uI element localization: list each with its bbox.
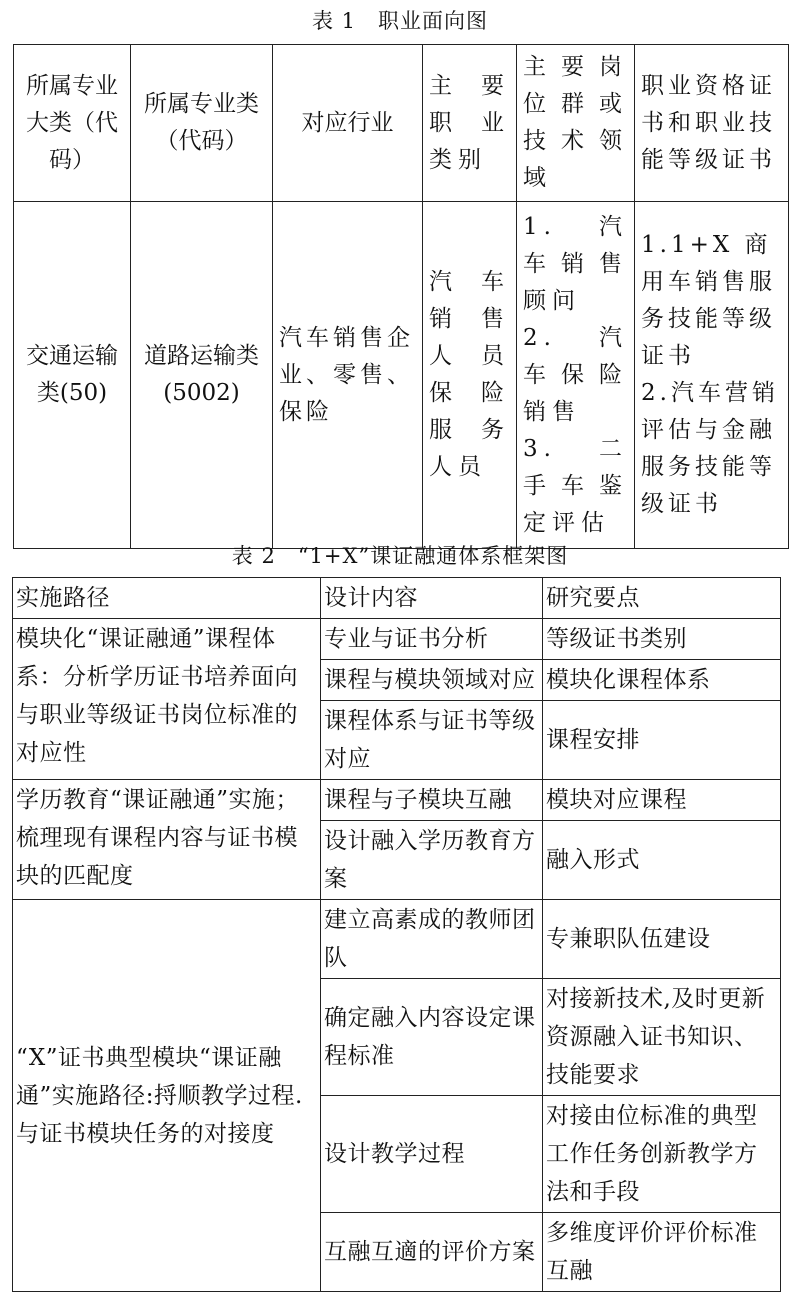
header-major-class: 所属专业类（代码） <box>131 45 273 202</box>
header-positions: 主要岗位群或技术领域 <box>517 45 635 202</box>
header-path: 实施路径 <box>13 578 321 619</box>
occupation-table <box>13 44 789 549</box>
table1-caption: 表 1 职业面向图 <box>311 9 489 33</box>
design-cell: 课程与子模块互融 <box>321 780 543 821</box>
point-cell: 对接由位标准的典型工作任务创新教学方法和手段 <box>543 1096 781 1213</box>
point-cell: 融入形式 <box>543 821 781 900</box>
design-cell: 设计融入学历教育方案 <box>321 821 543 900</box>
header-industry: 对应行业 <box>273 45 423 202</box>
table-row <box>13 780 781 821</box>
point-cell: 课程安排 <box>543 701 781 780</box>
cell-major-category: 交通运输类(50) <box>14 202 131 549</box>
point-cell: 等级证书类别 <box>543 619 781 660</box>
header-occupation: 主要职业类别 <box>423 45 517 202</box>
point-cell: 模块对应课程 <box>543 780 781 821</box>
table-row <box>13 900 781 979</box>
point-cell: 专兼职队伍建设 <box>543 900 781 979</box>
header-points: 研究要点 <box>543 578 781 619</box>
design-cell: 专业与证书分析 <box>321 619 543 660</box>
point-cell: 多维度评价评价标准互融 <box>543 1213 781 1292</box>
design-cell: 课程与模块领域对应 <box>321 660 543 701</box>
design-cell: 建立高素成的教师团队 <box>321 900 543 979</box>
design-cell: 互融互適的评价方案 <box>321 1213 543 1292</box>
header-design: 设计内容 <box>321 578 543 619</box>
path-cell: 模块化“课证融通”课程体系：分析学历证书培养面向与职业等级证书岗位标准的对应性 <box>13 619 321 780</box>
cell-industry: 汽车销售企业、零售、保险 <box>273 202 423 549</box>
header-certificates: 职业资格证书和职业技能等级证书 <box>635 45 789 202</box>
point-cell: 模块化课程体系 <box>543 660 781 701</box>
header-major-category: 所属专业大类（代码） <box>14 45 131 202</box>
cell-positions: 1. 汽车销售顾问 2. 汽车保险销售 3. 二手车鉴定评估 <box>517 202 635 549</box>
point-cell: 对接新技术,及时更新资源融入证书知识、技能要求 <box>543 979 781 1096</box>
path-cell: 学历教育“课证融通”实施；梳理现有课程内容与证书模块的匹配度 <box>13 780 321 900</box>
cell-major-class: 道路运输类(5002) <box>131 202 273 549</box>
table1-header-row <box>14 45 789 202</box>
cell-certificates: 1.1+X 商用车销售服务技能等级证书 2.汽车营销评估与金融服务技能等级证书 <box>635 202 789 549</box>
table2-caption: 表 2 “1+X”课证融通体系框架图 <box>231 544 569 568</box>
framework-table <box>12 577 781 1292</box>
table1-data-row <box>14 202 789 549</box>
design-cell: 确定融入内容设定课程标准 <box>321 979 543 1096</box>
design-cell: 设计教学过程 <box>321 1096 543 1213</box>
table-row <box>13 619 781 660</box>
cell-occupation: 汽车销售人员保险服务人员 <box>423 202 517 549</box>
table2-header-row <box>13 578 781 619</box>
path-cell: “X”证书典型模块“课证融通”实施路径:捋顺教学过程.与证书模块任务的对接度 <box>13 900 321 1292</box>
design-cell: 课程体系与证书等级对应 <box>321 701 543 780</box>
